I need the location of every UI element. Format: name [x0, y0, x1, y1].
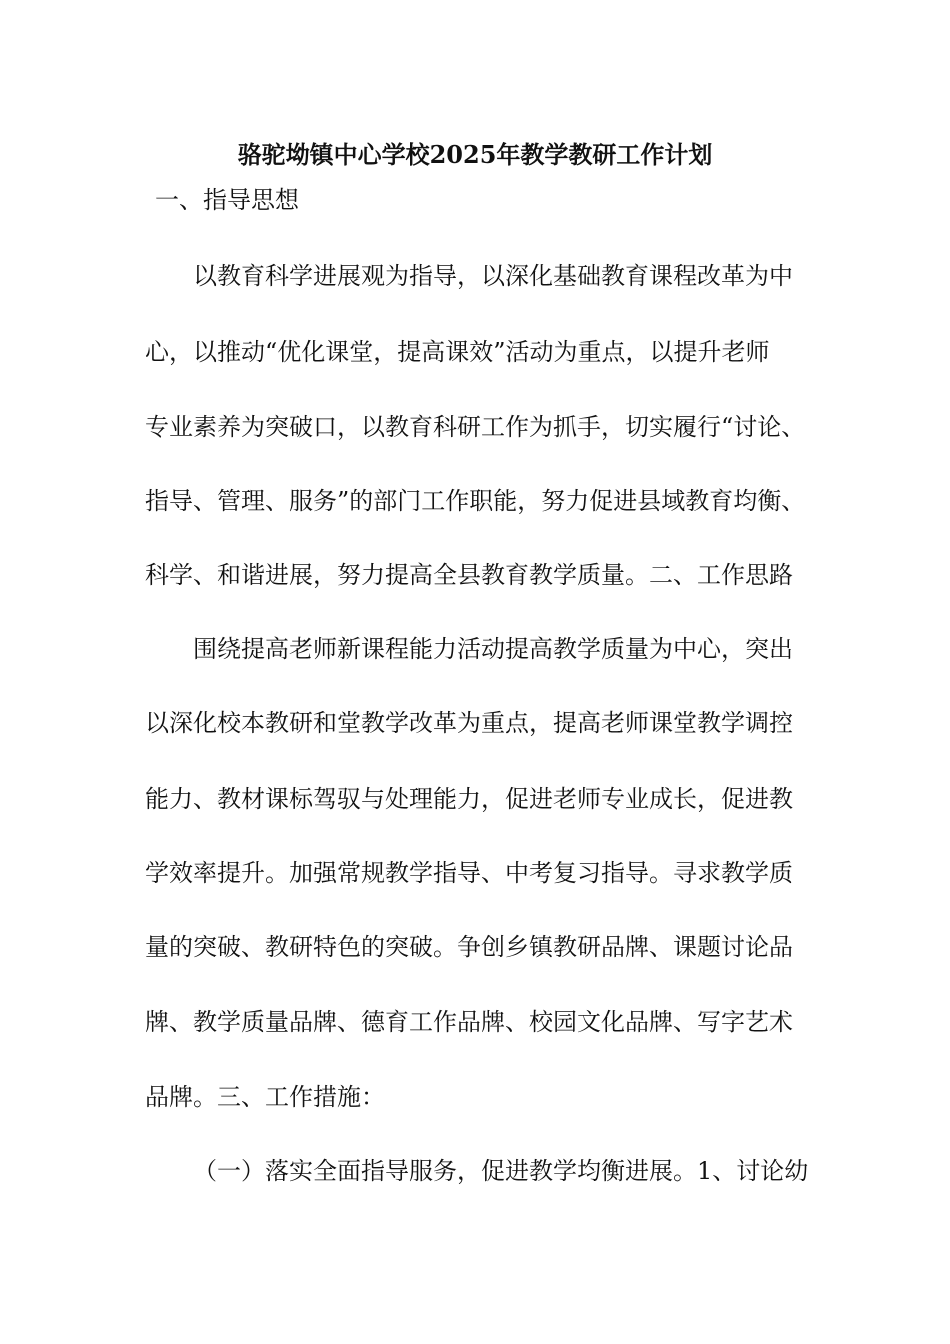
paragraph-line: 围绕提高老师新课程能力活动提高教学质量为中心，突出 — [193, 635, 793, 663]
paragraph-line: 牌、教学质量品牌、德育工作品牌、校园文化品牌、写字艺术 — [145, 1008, 793, 1036]
paragraph-line: 以教育科学进展观为指导，以深化基础教育课程改革为中 — [193, 262, 793, 290]
document-title: 骆驼坳镇中心学校2025年教学教研工作计划 — [237, 140, 713, 169]
paragraph-line: 学效率提升。加强常规教学指导、中考复习指导。寻求教学质 — [145, 859, 793, 887]
paragraph-line: 心，以推动“优化课堂，提高课效”活动为重点，以提升老师 — [145, 338, 770, 366]
paragraph-line: 专业素养为突破口，以教育科研工作为抓手，切实履行“讨论、 — [145, 413, 806, 441]
paragraph-line: 以深化校本教研和堂教学改革为重点，提高老师课堂教学调控 — [145, 709, 793, 737]
paragraph-line: 科学、和谐进展，努力提高全县教育教学质量。二、工作思路 — [145, 561, 793, 589]
paragraph-line: 能力、教材课标驾驭与处理能力，促进老师专业成长，促进教 — [145, 785, 793, 813]
paragraph-line: 指导、管理、服务”的部门工作职能，努力促进县域教育均衡、 — [145, 487, 806, 515]
paragraph-line: 品牌。三、工作措施： — [145, 1083, 385, 1111]
paragraph-line: 量的突破、教研特色的突破。争创乡镇教研品牌、课题讨论品 — [145, 933, 793, 961]
paragraph-line: （一）落实全面指导服务，促进教学均衡进展。1、讨论幼 — [193, 1157, 809, 1185]
section-heading-guiding-ideology: 一、指导思想 — [155, 186, 299, 214]
